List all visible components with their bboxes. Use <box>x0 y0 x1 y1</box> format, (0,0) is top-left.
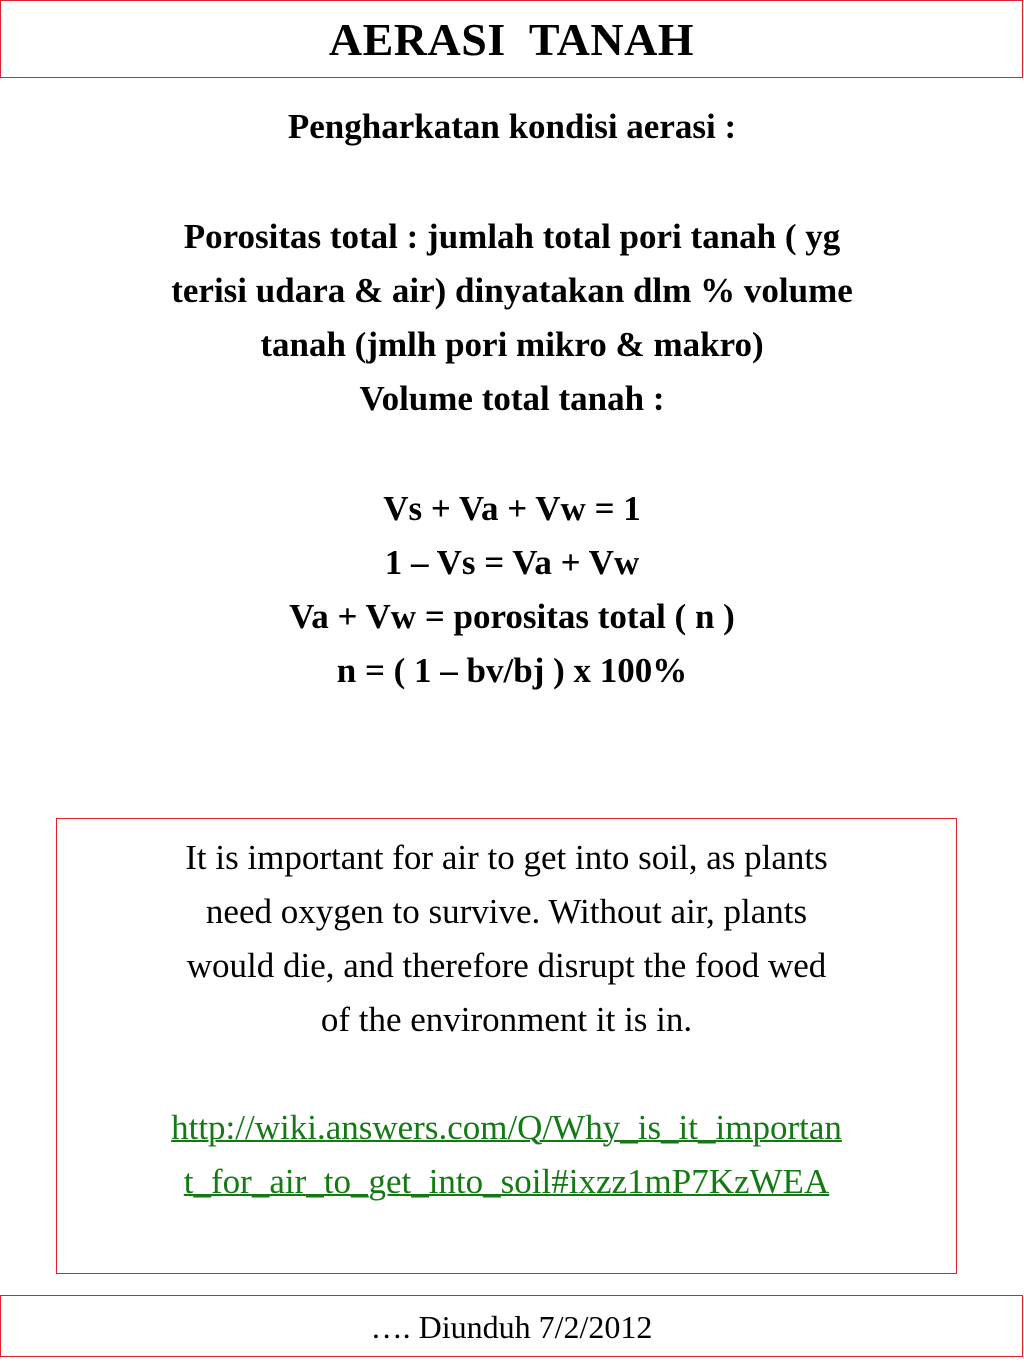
definition-line: Volume total tanah : <box>359 379 665 418</box>
equation-line: n = ( 1 – bv/bj ) x 100% <box>336 651 688 690</box>
definition-line: tanah (jmlh pori mikro & makro) <box>260 325 764 364</box>
main-content <box>40 100 984 698</box>
download-date: …. Diunduh 7/2/2012 <box>370 1309 653 1345</box>
definition-line: terisi udara & air) dinyatakan dlm % volume <box>171 271 853 310</box>
source-link-part-2[interactable]: t_for_air_to_get_into_soil#ixzz1mP7KzWEA <box>183 1162 830 1201</box>
note-line: need oxygen to survive. Without air, plants <box>205 892 808 931</box>
footer-box <box>0 1295 1023 1357</box>
equation-line: Vs + Va + Vw = 1 <box>383 489 641 528</box>
note-line: of the environment it is in. <box>320 1000 693 1039</box>
note-line: It is important for air to get into soil, as plants <box>185 838 828 877</box>
note-box <box>56 818 957 1274</box>
section-heading: Pengharkatan kondisi aerasi : <box>287 107 737 146</box>
spacer <box>40 426 984 482</box>
note-text <box>57 819 956 1209</box>
source-link-part-1[interactable]: http://wiki.answers.com/Q/Why_is_it_importan <box>171 1108 842 1147</box>
equation-line: 1 – Vs = Va + Vw <box>384 543 640 582</box>
title-box <box>0 0 1023 78</box>
definition-line: Porositas total : jumlah total pori tanah ( yg <box>183 217 841 256</box>
equation-line: Va + Vw = porositas total ( n ) <box>289 597 735 636</box>
spacer <box>57 1047 956 1101</box>
note-line: would die, and therefore disrupt the food wed <box>186 946 827 985</box>
spacer <box>40 154 984 210</box>
page-title: AERASI TANAH <box>328 14 695 65</box>
